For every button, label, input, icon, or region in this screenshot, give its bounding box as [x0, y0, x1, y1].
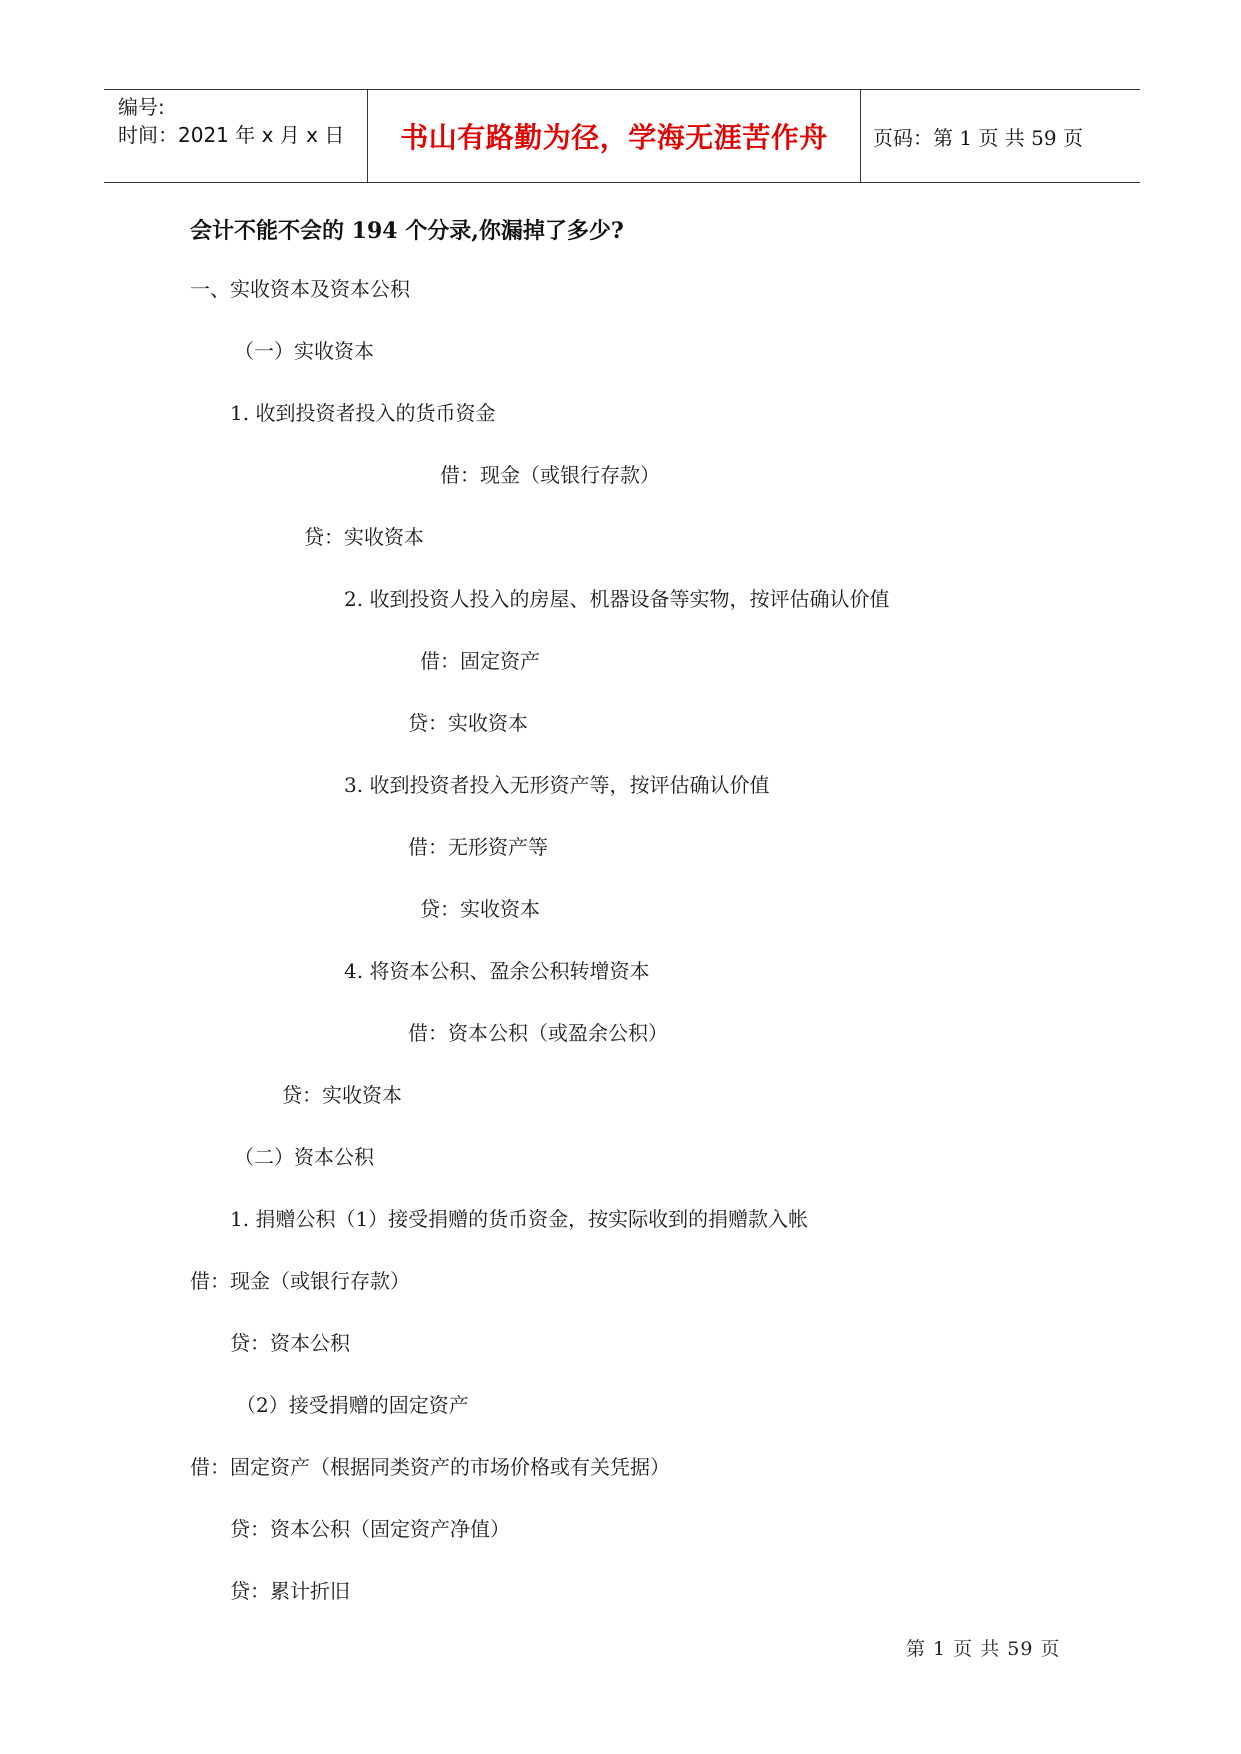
credit-line: 贷：实收资本: [420, 897, 540, 921]
header-meta-cell: [104, 90, 368, 182]
debit-line: 借：现金（或银行存款）: [440, 463, 660, 487]
entry-item: 4. 将资本公积、盈余公积转增资本: [344, 959, 650, 983]
document-header: [104, 89, 1140, 183]
document-title: 会计不能不会的 194 个分录,你漏掉了多少?: [190, 218, 624, 244]
credit-line: 贷：实收资本: [282, 1083, 402, 1107]
subsection-heading: （一）实收资本: [234, 339, 374, 363]
header-code-label: 编号:: [118, 95, 165, 119]
entry-item: 3. 收到投资者投入无形资产等，按评估确认价值: [344, 773, 770, 797]
debit-line: 借：现金（或银行存款）: [190, 1269, 410, 1293]
header-time-label: 时间：2021 年 x 月 x 日: [118, 123, 345, 147]
entry-item: 2. 收到投资人投入的房屋、机器设备等实物，按评估确认价值: [344, 587, 890, 611]
entry-item: 1. 收到投资者投入的货币资金: [230, 401, 496, 425]
debit-line: 借：固定资产: [420, 649, 540, 673]
debit-line: 借：固定资产（根据同类资产的市场价格或有关凭据）: [190, 1455, 670, 1479]
entry-item: （2）接受捐赠的固定资产: [236, 1393, 469, 1417]
header-page-label: 页码：第 1 页 共 59 页: [873, 125, 1083, 150]
credit-line: 贷：累计折旧: [230, 1579, 350, 1603]
debit-line: 借：资本公积（或盈余公积）: [408, 1021, 668, 1045]
credit-line: 贷：实收资本: [408, 711, 528, 735]
credit-line: 贷：资本公积: [230, 1331, 350, 1355]
credit-line: 贷：资本公积（固定资产净值）: [230, 1517, 510, 1541]
credit-line: 贷：实收资本: [304, 525, 424, 549]
section-heading: 一、实收资本及资本公积: [190, 277, 410, 301]
subsection-heading: （二）资本公积: [234, 1145, 374, 1169]
debit-line: 借：无形资产等: [408, 835, 548, 859]
page-footer: 第 1 页 共 59 页: [906, 1638, 1061, 1660]
entry-item: 1. 捐赠公积（1）接受捐赠的货币资金，按实际收到的捐赠款入帐: [230, 1207, 809, 1231]
header-motto: 书山有路勤为径，学海无涯苦作舟: [368, 90, 861, 182]
